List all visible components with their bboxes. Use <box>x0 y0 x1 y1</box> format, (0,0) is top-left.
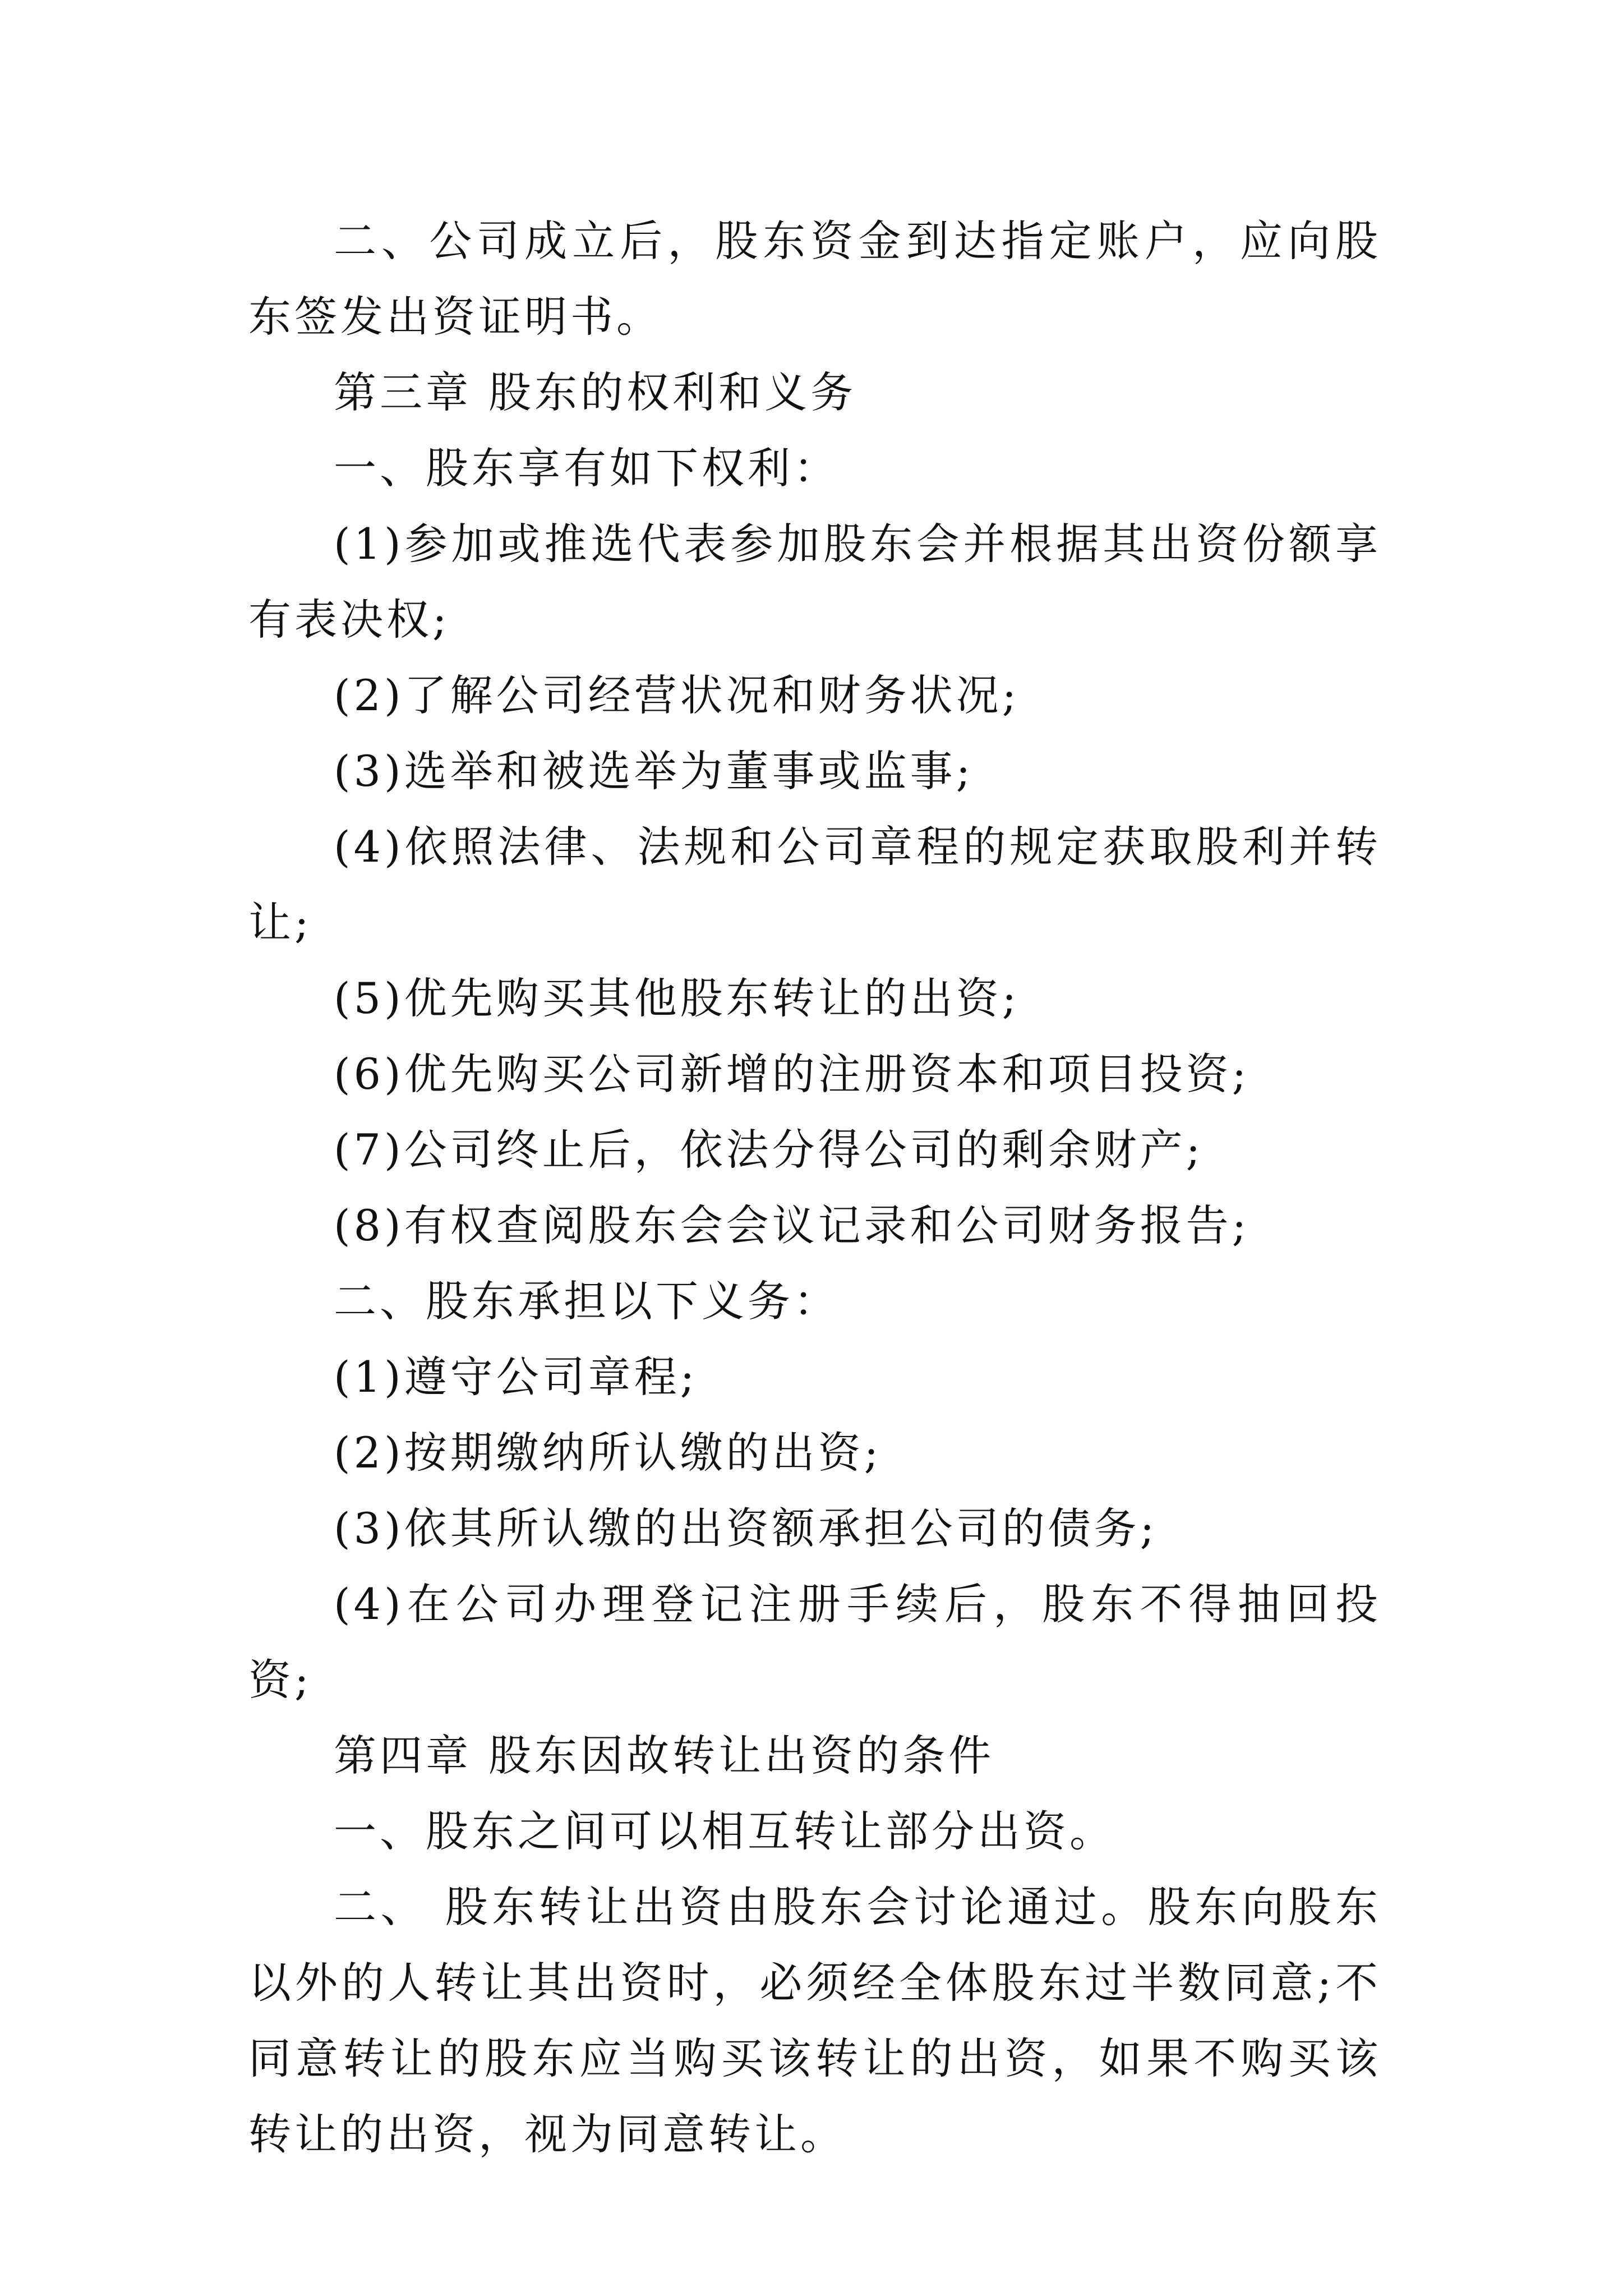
obligation-item-3: (3)依其所认缴的出资额承担公司的债务; <box>334 1503 1158 1553</box>
document-body <box>248 203 1381 2172</box>
right-item-4: (4)依照法律、法规和公司章程的规定获取股利并转让; <box>248 822 1381 947</box>
right-item-2: (2)了解公司经营状况和财务状况; <box>334 670 1020 720</box>
rights-intro: 一、股东享有如下权利： <box>334 443 840 493</box>
right-item-7: (7)公司终止后，依法分得公司的剩余财产; <box>334 1125 1204 1175</box>
right-item-5: (5)优先购买其他股东转让的出资; <box>334 973 1020 1023</box>
chapter-three-heading: 第三章 股东的权利和义务 <box>334 367 857 417</box>
obligation-item-2: (2)按期缴纳所认缴的出资; <box>334 1428 882 1478</box>
obligation-item-1: (1)遵守公司章程; <box>334 1352 698 1402</box>
obligations-intro: 二、股东承担以下义务： <box>334 1276 840 1326</box>
paragraph-capital-certificate: 二、公司成立后，股东资金到达指定账户，应向股东签发出资证明书。 <box>248 216 1381 342</box>
right-item-8: (8)有权查阅股东会会议记录和公司财务报告; <box>334 1200 1250 1250</box>
right-item-1: (1)参加或推选代表参加股东会并根据其出资份额享有表决权; <box>248 519 1381 645</box>
obligation-item-4: (4)在公司办理登记注册手续后，股东不得抽回投资; <box>248 1579 1381 1705</box>
transfer-rule-1: 一、股东之间可以相互转让部分出资。 <box>334 1806 1115 1856</box>
right-item-3: (3)选举和被选举为董事或监事; <box>334 746 974 796</box>
right-item-6: (6)优先购买公司新增的注册资本和项目投资; <box>334 1049 1250 1099</box>
chapter-four-heading: 第四章 股东因故转让出资的条件 <box>334 1731 995 1780</box>
transfer-rule-2: 二、 股东转让出资由股东会讨论通过。股东向股东以外的人转让其出资时，必须经全体股东过半数同意;不同意转让的股东应当购买该转让的出资，如果不购买该转让的出资，视为同意转让。 <box>248 1882 1381 2159</box>
